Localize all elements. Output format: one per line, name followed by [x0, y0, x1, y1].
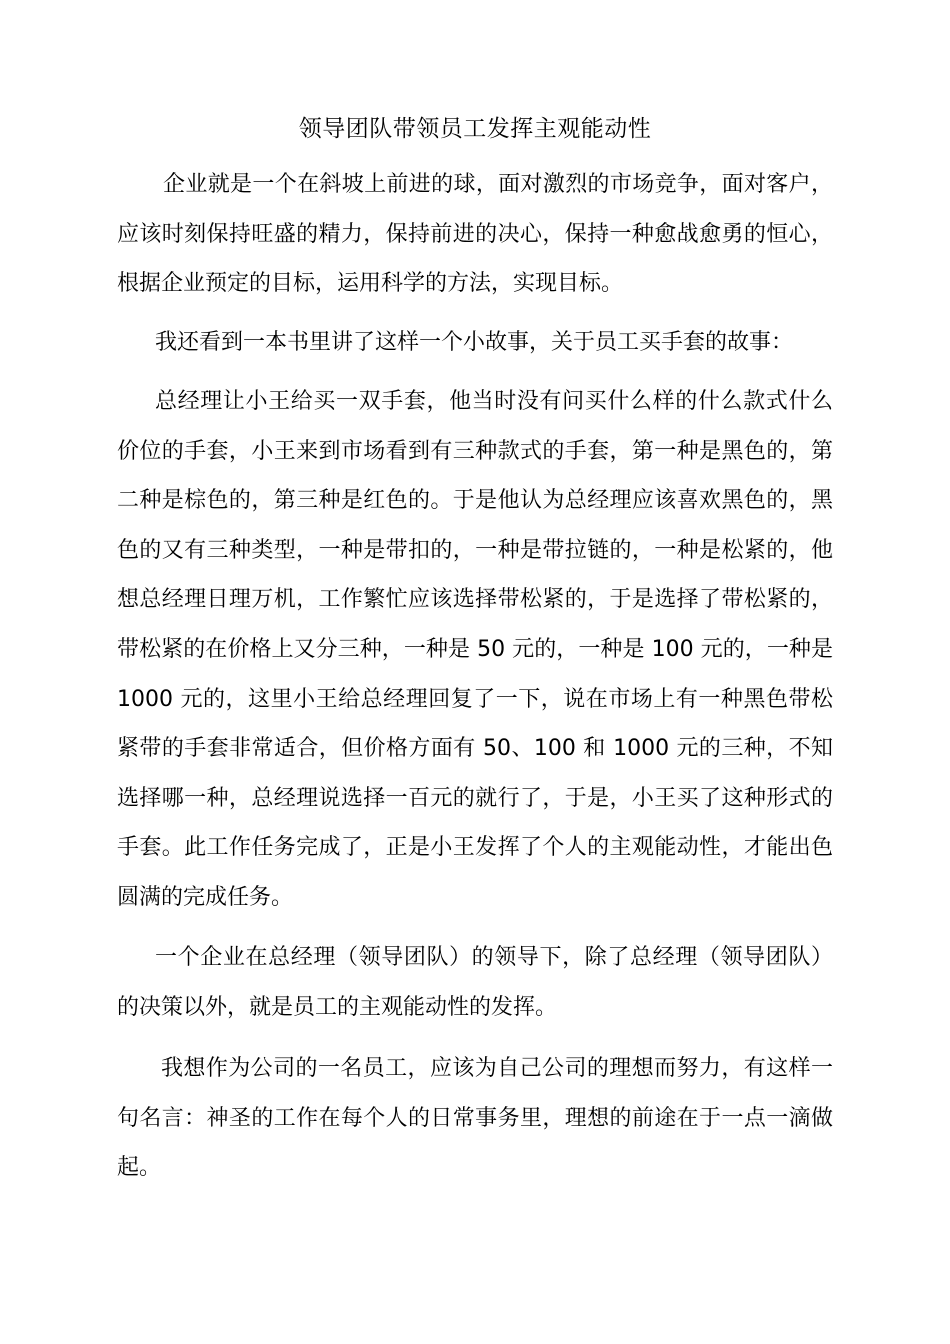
paragraph-glove-story: 总经理让小王给买一双手套，他当时没有问买什么样的什么款式什么价位的手套，小王来到市场看到有三种款式的手套，第一种是黑色的，第二种是棕色的，第三种是红色的。于是他认为总经理应该喜欢黑色的，黑色的又有三种类型，一种是带扣的，一种是带拉链的，一种是松紧的，他想总经理日理万机，工作繁忙应该选择带松紧的，于是选择了带松紧的，带松紧的在价格上又分三种，一种是 50 元的，一种是 100 元的，一种是 1000 元的，这里小王给总经理回复了一下，说在市场上有一种黑色带松紧带的手套非常适合，但价格方面有 50、100 和 1000 元的三种，不知选择哪一种，总经理说选择一百元的就行了，于是，小王买了这种形式的手套。此工作任务完成了，正是小王发挥了个人的主观能动性，才能出色圆满的完成任务。 — [117, 389, 833, 910]
paragraph-story-intro: 我还看到一本书里讲了这样一个小故事，关于员工买手套的故事： — [155, 330, 794, 355]
paragraph-conclusion: 我想作为公司的一名员工，应该为自己公司的理想而努力，有这样一句名言：神圣的工作在每个人的日常事务里，理想的前途在于一点一滴做起。 — [117, 1056, 833, 1181]
paragraph-intro: 企业就是一个在斜坡上前进的球，面对激烈的市场竞争，面对客户，应该时刻保持旺盛的精力，保持前进的决心，保持一种愈战愈勇的恒心，根据企业预定的目标，运用科学的方法，实现目标。 — [117, 172, 833, 297]
paragraph-leadership: 一个企业在总经理（领导团队）的领导下，除了总经理（领导团队）的决策以外，就是员工的主观能动性的发挥。 — [117, 945, 833, 1020]
document-title: 领导团队带领员工发挥主观能动性 — [298, 116, 652, 142]
